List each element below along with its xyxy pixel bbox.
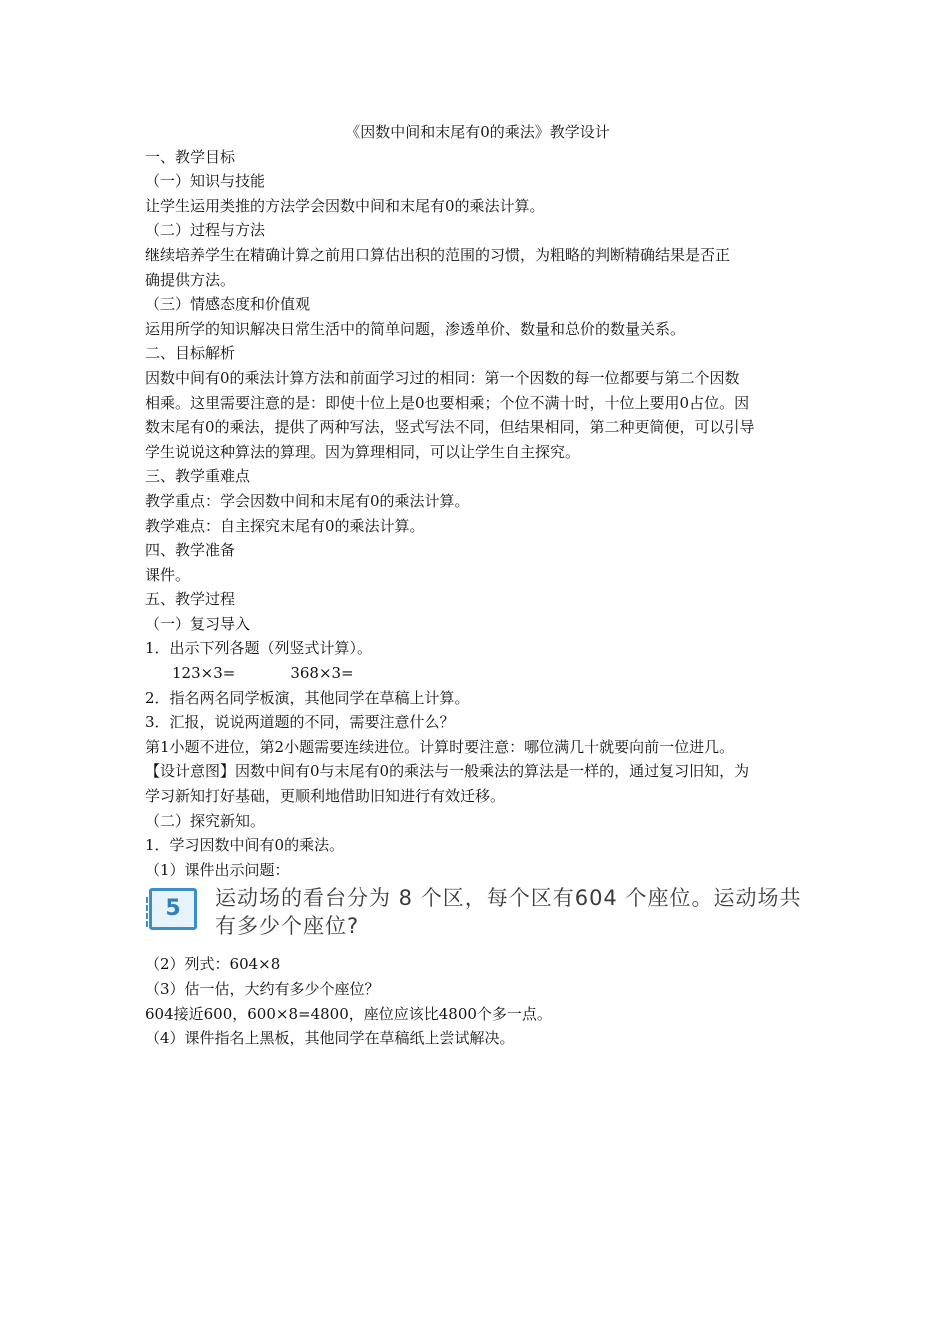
design-intent-line2: 学习新知打好基础，更顺利地借助旧知进行有效迁移。 bbox=[145, 787, 506, 806]
subheading-explore: （二）探究新知。 bbox=[145, 811, 266, 830]
step-expression: （2）列式：604×8 bbox=[145, 955, 281, 974]
section-heading-preparation: 四、教学准备 bbox=[145, 541, 236, 560]
subheading-knowledge-skills: （一）知识与技能 bbox=[145, 172, 266, 191]
problem-text bbox=[215, 884, 815, 940]
paragraph-analysis-line2: 相乘。这里需要注意的是：即使十位上是0也要相乘；个位不满十时，十位上要用0占位。因 bbox=[145, 393, 750, 412]
step-show-problem: （1）课件出示问题： bbox=[145, 860, 290, 879]
paragraph-estimate: 604接近600，600×8=4800，座位应该比4800个多一点。 bbox=[145, 1004, 552, 1023]
section-heading-objectives: 一、教学目标 bbox=[145, 147, 236, 166]
list-item-explore-1: 1．学习因数中间有0的乘法。 bbox=[145, 836, 345, 855]
paragraph-analysis-line1: 因数中间有0的乘法计算方法和前面学习过的相同：第一个因数的每一位都要与第二个因数 bbox=[145, 368, 740, 387]
paragraph-attitude-values: 运用所学的知识解决日常生活中的简单问题，渗透单价、数量和总价的数量关系。 bbox=[145, 319, 686, 338]
paragraph-key-point: 教学重点：学会因数中间和末尾有0的乘法计算。 bbox=[145, 491, 470, 510]
step-board-work: （4）课件指名上黑板，其他同学在草稿纸上尝试解决。 bbox=[145, 1029, 515, 1048]
list-item-review-1: 1．出示下列各题（列竖式计算）。 bbox=[145, 639, 373, 658]
calculation-2: 368×3= bbox=[290, 664, 354, 683]
paragraph-analysis-line3: 数末尾有0的乘法，提供了两种写法，竖式写法不同，但结果相同，第二种更简便，可以引导 bbox=[145, 418, 755, 437]
paragraph-knowledge-skills: 让学生运用类推的方法学会因数中间和末尾有0的乘法计算。 bbox=[145, 196, 545, 215]
section-heading-key-points: 三、教学重难点 bbox=[145, 467, 251, 486]
list-item-review-3: 3．汇报，说说两道题的不同，需要注意什么？ bbox=[145, 713, 455, 732]
subheading-process-method: （二）过程与方法 bbox=[145, 221, 266, 240]
subheading-attitude-values: （三）情感态度和价值观 bbox=[145, 295, 311, 314]
paragraph-difficult-point: 教学难点：自主探究末尾有0的乘法计算。 bbox=[145, 516, 425, 535]
textbook-problem-image bbox=[149, 884, 810, 944]
document-title: 《因数中间和末尾有0的乘法》教学设计 bbox=[345, 123, 610, 141]
document-body bbox=[145, 120, 810, 1051]
problem-text-line2: 有多少个座位? bbox=[215, 914, 360, 939]
problem-text-line1: 运动场的看台分为 8 个区，每个区有604 个座位。运动场共 bbox=[215, 886, 802, 911]
design-intent-line1: 【设计意图】因数中间有0与末尾有0的乘法与一般乘法的算法是一样的，通过复习旧知，为 bbox=[145, 762, 750, 781]
section-heading-process: 五、教学过程 bbox=[145, 590, 236, 609]
list-item-review-2: 2．指名两名同学板演，其他同学在草稿上计算。 bbox=[145, 688, 470, 707]
paragraph-analysis-line4: 学生说说这种算法的算理。因为算理相同，可以让学生自主探究。 bbox=[145, 442, 581, 461]
section-heading-analysis: 二、目标解析 bbox=[145, 344, 236, 363]
calculation-row bbox=[172, 661, 810, 686]
calculation-1: 123×3= bbox=[172, 664, 236, 683]
paragraph-preparation: 课件。 bbox=[145, 565, 191, 584]
step-estimate: （3）估一估，大约有多少个座位？ bbox=[145, 980, 380, 998]
paragraph-review-answer: 第1小题不进位，第2小题需要连续进位。计算时要注意：哪位满几十就要向前一位进几。 bbox=[145, 737, 735, 756]
subheading-review: （一）复习导入 bbox=[145, 614, 251, 633]
problem-number: 5 bbox=[165, 896, 181, 922]
problem-number-badge bbox=[149, 888, 197, 930]
paragraph-process-method-line2: 确提供方法。 bbox=[145, 270, 236, 289]
paragraph-process-method-line1: 继续培养学生在精确计算之前用口算估出积的范围的习惯，为粗略的判断精确结果是否正 bbox=[145, 245, 731, 264]
